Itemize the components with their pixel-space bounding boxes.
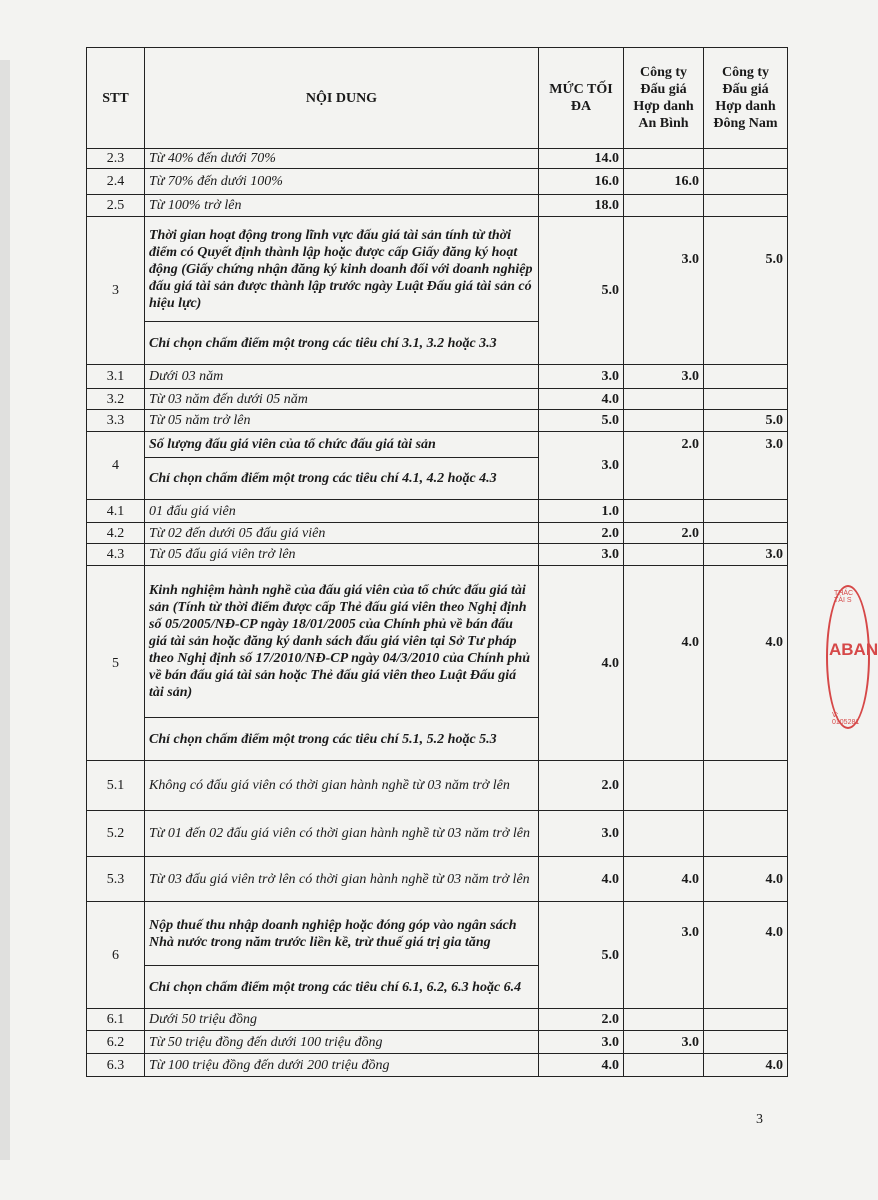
row-score-b: [704, 761, 788, 811]
row-max: 2.0: [539, 523, 624, 544]
table-row: [87, 1054, 788, 1077]
row-max: 2.0: [539, 761, 624, 811]
row-stt: 4.3: [87, 544, 145, 566]
table-row: [87, 149, 788, 169]
table-header-row: [87, 48, 788, 149]
row-score-b: 4.0: [704, 566, 788, 761]
row-score-b: [704, 1031, 788, 1054]
row-stt: 4.2: [87, 523, 145, 544]
row-score-a: [624, 1009, 704, 1031]
table-row: [87, 857, 788, 902]
table-row: [87, 195, 788, 217]
row-content: Từ 100% trở lên: [145, 195, 539, 217]
row-max: 4.0: [539, 1054, 624, 1077]
table-row: [87, 389, 788, 410]
table-row: [87, 432, 788, 458]
header-company-a: Công ty Đấu giá Hợp danh An Bình: [624, 48, 704, 149]
row-max: 4.0: [539, 389, 624, 410]
row-score-a: [624, 410, 704, 432]
row-max: 1.0: [539, 500, 624, 523]
row-max: 14.0: [539, 149, 624, 169]
row-score-a: [624, 195, 704, 217]
row-score-a: [624, 500, 704, 523]
row-max: 3.0: [539, 811, 624, 857]
table-row: [87, 902, 788, 966]
row-score-b: [704, 169, 788, 195]
row-score-a: 3.0: [624, 217, 704, 365]
row-max: 16.0: [539, 169, 624, 195]
bleed-through-shadow: [0, 60, 10, 1160]
row-score-b: 3.0: [704, 432, 788, 500]
row-stt: 2.4: [87, 169, 145, 195]
row-max: 3.0: [539, 544, 624, 566]
header-company-b: Công ty Đấu giá Hợp danh Đông Nam: [704, 48, 788, 149]
row-max: 4.0: [539, 566, 624, 761]
row-stt: 4.1: [87, 500, 145, 523]
scoring-table: [86, 47, 788, 1077]
table-row: [87, 811, 788, 857]
table-row: [87, 523, 788, 544]
table-row: [87, 500, 788, 523]
row-stt: 6.1: [87, 1009, 145, 1031]
row-stt: 6.2: [87, 1031, 145, 1054]
row-content: Từ 05 đấu giá viên trở lên: [145, 544, 539, 566]
row-score-a: [624, 761, 704, 811]
row-score-b: 5.0: [704, 410, 788, 432]
row-stt: 5.1: [87, 761, 145, 811]
table-row: [87, 1009, 788, 1031]
row-score-a: 3.0: [624, 902, 704, 1009]
row-stt: 5: [87, 566, 145, 761]
row-score-b: 4.0: [704, 1054, 788, 1077]
row-content: Từ 40% đến dưới 70%: [145, 149, 539, 169]
row-stt: 3.3: [87, 410, 145, 432]
table-row: [87, 761, 788, 811]
row-score-b: [704, 1009, 788, 1031]
row-score-b: [704, 811, 788, 857]
row-stt: 5.3: [87, 857, 145, 902]
row-max: 2.0: [539, 1009, 624, 1031]
row-stt: 3.2: [87, 389, 145, 410]
row-content: Từ 01 đến 02 đấu giá viên có thời gian hành nghề từ 03 năm trở lên: [145, 811, 539, 857]
row-max: 5.0: [539, 902, 624, 1009]
row-score-b: [704, 149, 788, 169]
row-score-b: [704, 389, 788, 410]
row-note: Chỉ chọn chấm điểm một trong các tiêu chí 5.1, 5.2 hoặc 5.3: [145, 718, 539, 761]
row-stt: 2.5: [87, 195, 145, 217]
row-content: Kinh nghiệm hành nghề của đấu giá viên của tổ chức đấu giá tài sản (Tính từ thời điểm được cấp Thẻ đấu giá viên theo Nghị định số 05/2005/NĐ-CP ngày 18/01/2005 của Chính phủ về bán đấu giá tài sản hoặc đăng ký danh sách đấu giá viên tại Sở Tư pháp theo Nghị định số 17/2010/NĐ-CP ngày 04/3/2010 của Chính phủ về bán đấu giá tài sản hoặc Thẻ đấu giá viên theo Luật Đấu giá tài sản): [145, 566, 539, 718]
table-row: [87, 544, 788, 566]
row-content: Từ 70% đến dưới 100%: [145, 169, 539, 195]
row-max: 3.0: [539, 1031, 624, 1054]
row-content: Dưới 50 triệu đồng: [145, 1009, 539, 1031]
row-max: 18.0: [539, 195, 624, 217]
row-max: 3.0: [539, 365, 624, 389]
row-note: Chỉ chọn chấm điểm một trong các tiêu chí 6.1, 6.2, 6.3 hoặc 6.4: [145, 966, 539, 1009]
row-score-b: [704, 523, 788, 544]
row-stt: 6: [87, 902, 145, 1009]
row-score-b: [704, 195, 788, 217]
stamp-middle-text: ABAN: [829, 640, 878, 659]
stamp-top-text: THÁC TÀI S: [834, 590, 854, 604]
row-score-a: 3.0: [624, 365, 704, 389]
table-row: [87, 1031, 788, 1054]
row-score-a: 2.0: [624, 523, 704, 544]
table-row: [87, 217, 788, 322]
row-score-a: 4.0: [624, 857, 704, 902]
row-score-b: [704, 500, 788, 523]
row-note: Chỉ chọn chấm điểm một trong các tiêu chí 3.1, 3.2 hoặc 3.3: [145, 322, 539, 365]
row-content: Số lượng đấu giá viên của tổ chức đấu giá tài sản: [145, 432, 539, 458]
row-content: 01 đấu giá viên: [145, 500, 539, 523]
row-note: Chỉ chọn chấm điểm một trong các tiêu chí 4.1, 4.2 hoặc 4.3: [145, 458, 539, 500]
row-score-a: 4.0: [624, 566, 704, 761]
row-content: Dưới 03 năm: [145, 365, 539, 389]
row-score-a: [624, 149, 704, 169]
row-stt: 5.2: [87, 811, 145, 857]
row-score-b: 4.0: [704, 902, 788, 1009]
row-stt: 3.1: [87, 365, 145, 389]
row-score-a: 2.0: [624, 432, 704, 500]
row-score-a: [624, 389, 704, 410]
row-stt: 4: [87, 432, 145, 500]
row-content: Từ 50 triệu đồng đến dưới 100 triệu đồng: [145, 1031, 539, 1054]
row-score-a: [624, 811, 704, 857]
header-max: MỨC TỐI ĐA: [539, 48, 624, 149]
row-score-b: 3.0: [704, 544, 788, 566]
page-number: 3: [756, 1112, 763, 1127]
row-score-a: [624, 1054, 704, 1077]
row-content: Thời gian hoạt động trong lĩnh vực đấu giá tài sản tính từ thời điểm có Quyết định thành lập hoặc được cấp Giấy đăng ký hoạt động (Giấy chứng nhận đăng ký kinh doanh đối với doanh nghiệp đấu giá tài sản được thành lập trước ngày Luật Đấu giá tài sản có hiệu lực): [145, 217, 539, 322]
row-max: 4.0: [539, 857, 624, 902]
row-score-b: [704, 365, 788, 389]
row-content: Từ 05 năm trở lên: [145, 410, 539, 432]
row-max: 5.0: [539, 217, 624, 365]
header-stt: STT: [87, 48, 145, 149]
row-score-a: [624, 544, 704, 566]
table-row: [87, 365, 788, 389]
row-content: Nộp thuế thu nhập doanh nghiệp hoặc đóng góp vào ngân sách Nhà nước trong năm trước liền kề, trừ thuế giá trị gia tăng: [145, 902, 539, 966]
row-score-a: 16.0: [624, 169, 704, 195]
row-max: 3.0: [539, 432, 624, 500]
table-row: [87, 169, 788, 195]
row-score-a: 3.0: [624, 1031, 704, 1054]
row-content: Từ 03 đấu giá viên trở lên có thời gian hành nghề từ 03 năm trở lên: [145, 857, 539, 902]
row-score-b: 4.0: [704, 857, 788, 902]
row-stt: 3: [87, 217, 145, 365]
stamp-bottom-text: V: 0105281: [832, 712, 860, 726]
row-stt: 6.3: [87, 1054, 145, 1077]
row-max: 5.0: [539, 410, 624, 432]
row-content: Từ 03 năm đến dưới 05 năm: [145, 389, 539, 410]
table-row: [87, 410, 788, 432]
row-score-b: 5.0: [704, 217, 788, 365]
row-content: Không có đấu giá viên có thời gian hành nghề từ 03 năm trở lên: [145, 761, 539, 811]
row-stt: 2.3: [87, 149, 145, 169]
header-content: NỘI DUNG: [145, 48, 539, 149]
row-content: Từ 100 triệu đồng đến dưới 200 triệu đồng: [145, 1054, 539, 1077]
row-content: Từ 02 đến dưới 05 đấu giá viên: [145, 523, 539, 544]
table-row: [87, 566, 788, 718]
